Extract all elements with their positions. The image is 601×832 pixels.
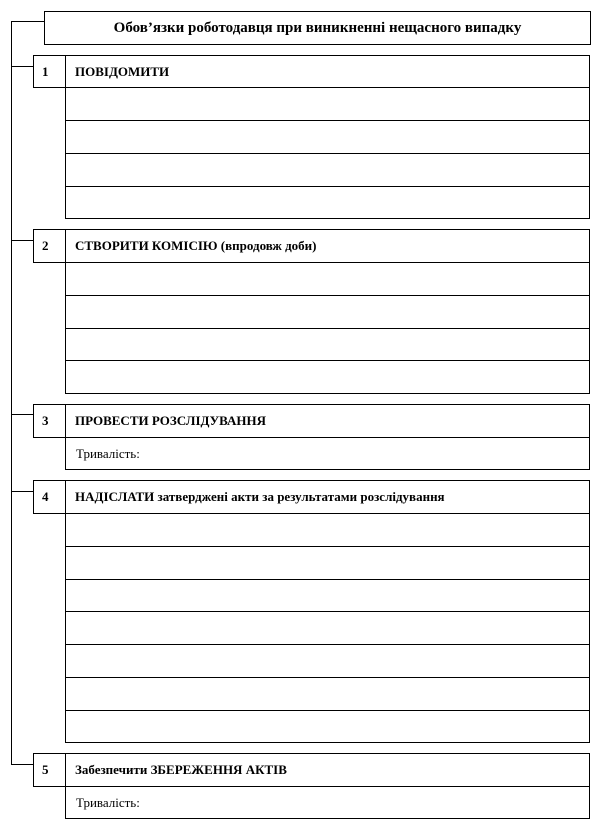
section-4-blank-row [65,611,590,645]
section-2-blank-row [65,262,590,296]
connector-4 [11,491,33,492]
section-2-blank-row [65,328,590,361]
section-5-header: Забезпечити ЗБЕРЕЖЕННЯ АКТІВ [65,753,590,787]
section-4-blank-row [65,546,590,580]
section-1-number: 1 [33,55,66,88]
section-2-blank-row [65,295,590,329]
section-1-blank-row [65,153,590,187]
section-4-number: 4 [33,480,66,514]
section-1-blank-row [65,120,590,154]
section-4-blank-row [65,579,590,612]
connector-2 [11,240,33,241]
section-3-duration: Тривалість: [65,437,590,470]
main-vertical-line [11,21,12,765]
section-4-blank-row [65,513,590,547]
page-title: Обов’язки роботодавця при виникненні нещасного випадку [44,11,591,45]
section-4-header: НАДІСЛАТИ затверджені акти за результатами розслідування [65,480,590,514]
section-4-blank-row [65,677,590,711]
section-1-blank-row [65,186,590,219]
section-2-header: СТВОРИТИ КОМІСІЮ (впродовж доби) [65,229,590,263]
section-1-blank-row [65,87,590,121]
connector-3 [11,414,33,415]
connector-5 [11,764,33,765]
section-3-header: ПРОВЕСТИ РОЗСЛІДУВАННЯ [65,404,590,438]
section-1-header: ПОВІДОМИТИ [65,55,590,88]
section-2-number: 2 [33,229,66,263]
section-4-blank-row [65,644,590,678]
section-5-duration: Тривалість: [65,786,590,819]
section-2-blank-row [65,360,590,394]
connector-1 [11,66,33,67]
section-3-number: 3 [33,404,66,438]
section-4-blank-row [65,710,590,743]
section-5-number: 5 [33,753,66,787]
connector-title [11,21,44,22]
